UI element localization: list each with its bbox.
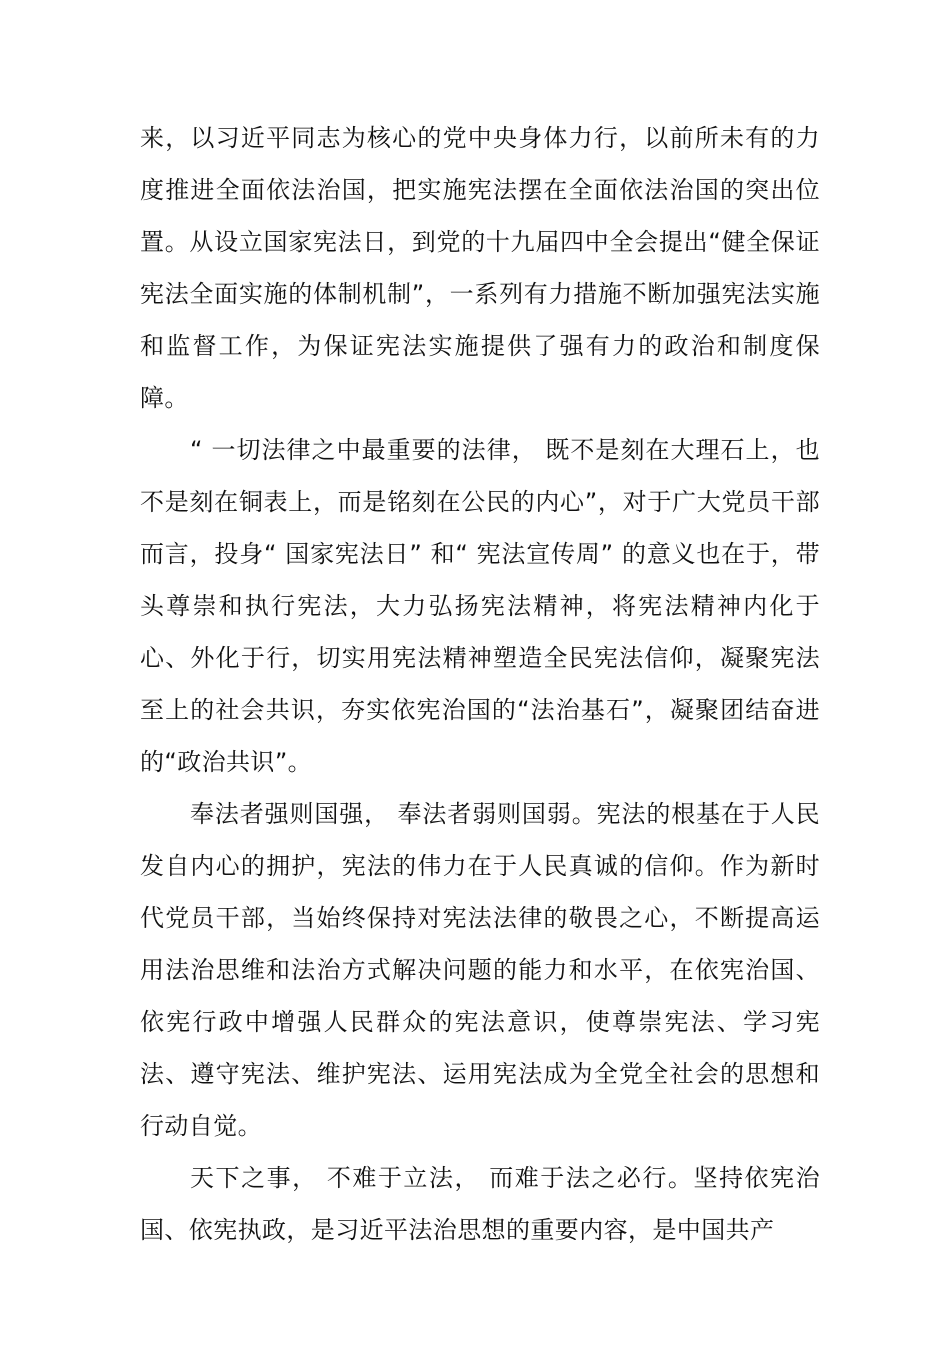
paragraph-1: 来，以习近平同志为核心的党中央身体力行，以前所未有的力度推进全面依法治国，把实施宪法摆在全面依法治国的突出位置。从设立国家宪法日，到党的十九届四中全会提出“健全保证宪法全面实施的体制机制”，一系列有力措施不断加强宪法实施和监督工作，为保证宪法实施提供了强有力的政治和制度保障。 — [140, 124, 820, 412]
body-text — [140, 112, 820, 1256]
paragraph-4: 天下之事， 不难于立法， 而难于法之必行。坚持依宪治国、依宪执政，是习近平法治思想的重要内容，是中国共产 — [140, 1164, 820, 1244]
paragraph-2: “ 一切法律之中最重要的法律， 既不是刻在大理石上，也不是刻在铜表上，而是铭刻在公民的内心”，对于广大党员干部而言，投身“ 国家宪法日” 和“ 宪法宣传周” 的意义也在于，带头尊崇和执行宪法，大力弘扬宪法精神，将宪法精神内化于心、外化于行，切实用宪法精神塑造全民宪法信仰，凝聚宪法至上的社会共识，夯实依宪治国的“法治基石”，凝聚团结奋进的“政治共识”。 — [140, 436, 820, 776]
paragraph-3: 奉法者强则国强， 奉法者弱则国弱。宪法的根基在于人民发自内心的拥护，宪法的伟力在于人民真诚的信仰。作为新时代党员干部，当始终保持对宪法法律的敬畏之心，不断提高运用法治思维和法治方式解决问题的能力和水平，在依宪治国、依宪行政中增强人民群众的宪法意识，使尊崇宪法、学习宪法、遵守宪法、维护宪法、运用宪法成为全党全社会的思想和行动自觉。 — [140, 800, 820, 1140]
